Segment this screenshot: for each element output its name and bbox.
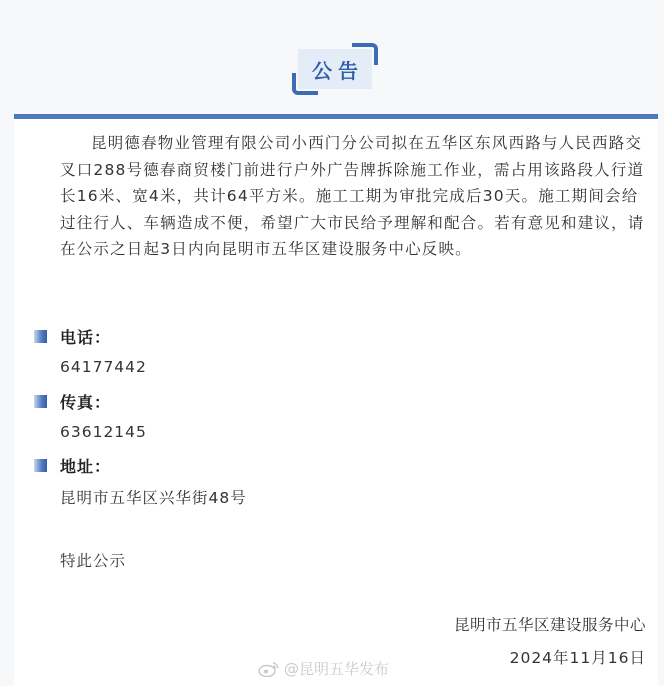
phone-value: 64177442 [60, 358, 147, 376]
notice-title: 公告 [298, 49, 372, 89]
fax-label: 传真： [60, 392, 112, 412]
square-bullet-icon [34, 459, 47, 472]
signature-date: 2024年11月16日 [509, 649, 646, 667]
fax-value: 63612145 [60, 423, 147, 441]
title-badge [292, 43, 378, 95]
address-label-row [34, 453, 111, 477]
address-label: 地址： [60, 456, 112, 476]
watermark-text: @昆明五华发布 [284, 660, 390, 678]
notice-body-paragraph: 昆明德春物业管理有限公司小西门分公司拟在五华区东风西路与人民西路交叉口288号德春商贸楼门前进行户外广告牌拆除施工作业，需占用该路段人行道长16米、宽4米，共计64平方米。施工工期为审批完成后30天。施工期间会给过往行人、车辆造成不便，希望广大市民给予理解和配合。若有意见和建议，请在公示之日起3日内向昆明市五华区建设服务中心反映。 [60, 134, 645, 258]
phone-label: 电话： [60, 327, 112, 347]
square-bullet-icon [34, 395, 47, 408]
weibo-icon [258, 661, 280, 677]
signature-organization: 昆明市五华区建设服务中心 [453, 616, 646, 634]
phone-label-row [34, 324, 111, 348]
address-value: 昆明市五华区兴华街48号 [60, 489, 247, 507]
square-bullet-icon [34, 330, 47, 343]
fax-label-row [34, 389, 111, 413]
closing-statement: 特此公示 [60, 552, 127, 570]
watermark [258, 658, 389, 679]
